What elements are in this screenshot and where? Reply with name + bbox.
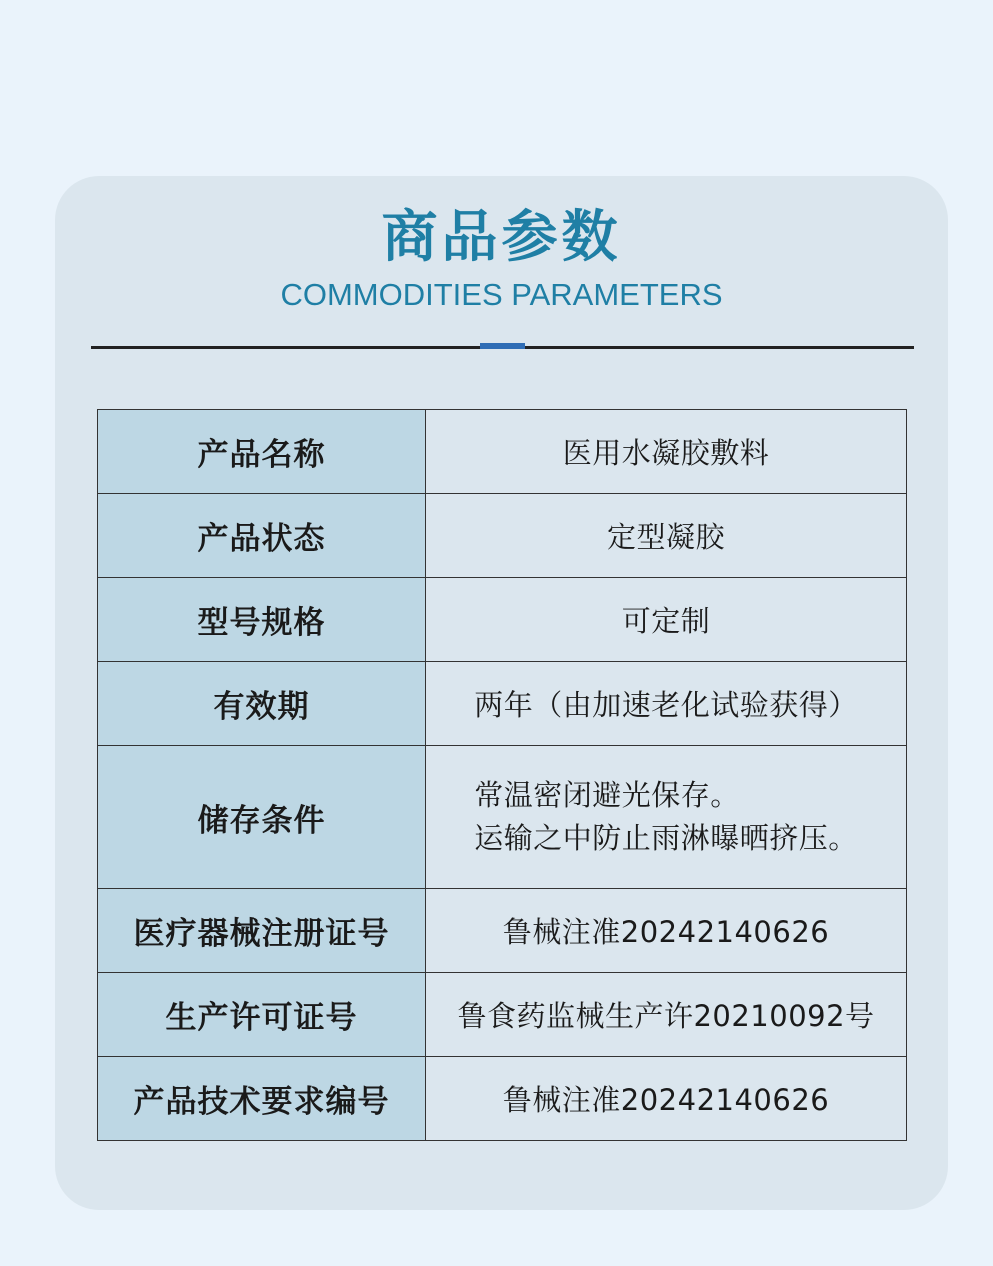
table-row-model-spec	[98, 578, 907, 662]
param-value: 定型凝胶	[426, 494, 907, 578]
parameters-table	[97, 409, 907, 1141]
storage-conditions	[474, 774, 858, 860]
storage-line: 运输之中防止雨淋曝晒挤压。	[474, 821, 858, 855]
table-row-license-no	[98, 973, 907, 1057]
parameters-panel	[55, 176, 948, 1210]
param-value: 鲁食药监械生产许20210092号	[426, 973, 907, 1057]
param-value: 可定制	[426, 578, 907, 662]
param-label: 产品技术要求编号	[98, 1057, 426, 1141]
param-label: 储存条件	[98, 746, 426, 889]
table-row-storage	[98, 746, 907, 889]
param-value: 医用水凝胶敷料	[426, 410, 907, 494]
table-row-shelf-life	[98, 662, 907, 746]
param-label: 产品名称	[98, 410, 426, 494]
param-label: 有效期	[98, 662, 426, 746]
param-label: 产品状态	[98, 494, 426, 578]
storage-line: 常温密闭避光保存。	[474, 778, 740, 812]
param-value: 鲁械注准20242140626	[426, 889, 907, 973]
divider-accent-bar	[480, 343, 525, 349]
param-value: 鲁械注准20242140626	[426, 1057, 907, 1141]
param-value: 两年（由加速老化试验获得）	[426, 662, 907, 746]
page-title: 商品参数	[381, 205, 622, 270]
table-row-tech-requirement-no	[98, 1057, 907, 1141]
param-label: 型号规格	[98, 578, 426, 662]
table-row-registration-no	[98, 889, 907, 973]
page-subtitle: COMMODITIES PARAMETERS	[280, 277, 723, 312]
table-row-product-name	[98, 410, 907, 494]
param-label: 医疗器械注册证号	[98, 889, 426, 973]
param-label: 生产许可证号	[98, 973, 426, 1057]
param-value	[426, 746, 907, 889]
table-row-product-state	[98, 494, 907, 578]
